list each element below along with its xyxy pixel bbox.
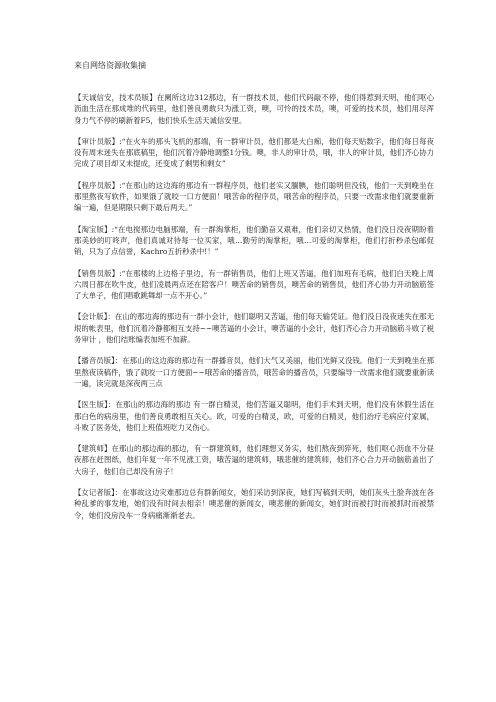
paragraph-architect: 【建筑师】在那山的那边海的那边，有一群建筑师，他们理想又务实，他们熬夜到猝死，他们呕心沥血不分昼夜都在赶图纸，他们年复一年不见涨工资，哦苦逼的建筑师，哦悲催的建筑师，他们齐心合力开动脑筋盖出了大房子，他们自己却没有房子！ [74,444,434,476]
source-line: 来自网络资源收集摘 [74,61,146,70]
paragraph-journalist: 【女记者版】：在事故这边灾难那边总有群新闻女，她们采访到深夜，她们写稿到天明，她们灰头土脸奔波在各种乱爹的事发地，她们没有时间去相亲！噢悲催的新闻女，噢悲催的新闻女，她们时而被打时而被抓时而被禁令，她们没房没车一身病痛渐渐老去。 [74,488,434,520]
paragraph-announcer: 【播音员版】：在那山的这边海的那边有一群播音员，他们大气又美丽，他们光鲜又没钱。他们一天到晚坐在那里熬夜读稿件，饿了就咬一口方便面~~哦苦命的播音员，哦苦命的播音员，只要编导一改需求他们就要重新读一遍，读完就是深夜两三点 [74,356,434,388]
paragraph-taobao: 【淘宝版】:“在电搅那边电脑那端，有一群淘掌柜，他们勤奋又艰难，他们亲切又热情，他们没日没夜期盼着那美妙的叮咚声，他们真诚对待每一位买家，哦…勤劳的淘掌柜，哦…可爱的淘掌柜，他们打折秒杀包邮促销，只为了点信誉，Kachro五折秒杀中!！” [74,224,434,257]
paragraph-technician: 【天诚信安，技术员版】在阑所这边312那边，有一群技术员，他们代码敲不停，他们得惹到天明，他们呕心沥血生活在那成堆的代码里，他们善良勇敢只为涨工资，噢，可怜的技术员，噢，可爱的技术员，他们用尽浑身力气不停的刷新着F5，他们快乐生活天诚信安里。 [74,93,434,125]
paragraph-auditor: 【审计员版】:“在火车的那头飞机的那端，有一群审计员，他们都是大白痴，他们每天贴数字，他们每日每夜没有周末迷失在那底稿里，他们沉着冷静地调整1分钱。噢，非人的审计员，哦，非人的审计员，他们齐心协力完成了项目却又未提成，还变成了剩男和剩女” [74,136,434,169]
paragraph-salesperson: 【销售员版】:“在那楼的上边格子里边，有一群销售员，他们上班又苦逼，他们加班有毛病，他们白天晚上周六周日都在吹牛皮，他们凌晨两点还在陪客户！噢苦命的销售员，噢苦命的销售员，他们齐心协力开动脑筋签了大单子，他们唱歌跳舞却一点不开心。” [74,268,434,301]
paragraph-accountant: 【会计版】：在山的那边海的那边有一群小会计，他们聪明又苦逼，他们每天输凭证。他们没日没夜迷失在那无垠的帐表里，他们沉着冷静都相互支持~~噢苦逼的小会计，噢苦逼的小会计，他们齐心合力开动脑筋斗败了税务审计 ，他们结账编表加班不加薪。 [74,312,434,345]
paragraph-programmer: 【程序员版】:“在那山的这边海的那边有一群程序员，他们老实又腼腆，他们聪明但没钱，他们一天到晚坐在那里熬夜写软件，如果饿了就咬一口方便面！哦苦命的程序员，哦苦命的程序员，只要一改需求他们就要重新编一遍，但是期限只剩下最后两天。” [74,180,434,213]
paragraph-doctor: 【医生版】：在那山的那边海的那边 有一群白精灵，他们苦逼又聪明，他们手术到天明，他们没有休假生活在那白色的病房里，他们善良勇敢相互关心。欧，可爱的白精灵，欧，可爱的白精灵，他们治疗毛病应付家属，斗败了医务处，他们上班值班吃力又伤心。 [74,400,434,432]
